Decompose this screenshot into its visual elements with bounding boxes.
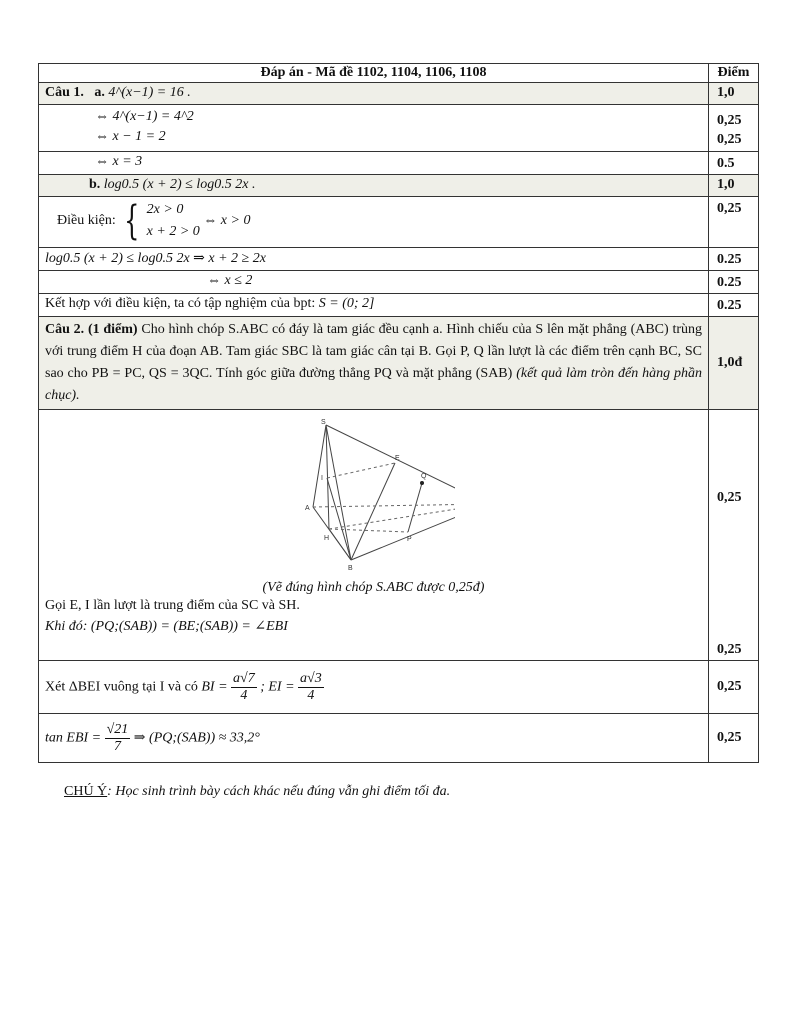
condition-system (119, 199, 200, 243)
segment-PQ (408, 483, 422, 532)
q1a-step1: ⇔ 4^(x−1) = 4^2 (95, 109, 194, 124)
label-B: B (348, 565, 353, 572)
q2-step4-row (39, 714, 759, 763)
segment-BI (327, 478, 351, 560)
q1a-step3-row (39, 152, 759, 175)
q1b-step1-points: 0.25 (709, 248, 759, 271)
q1a-step3: ⇔ x = 3 (39, 152, 709, 175)
brace-symbol: { (124, 198, 140, 244)
q2-step2: Khi đó: (PQ;(SAB)) = (BE;(SAB)) = ∠EBI (45, 619, 288, 634)
edge-SC (326, 425, 455, 504)
header-title: Đáp án - Mã đề 1102, 1104, 1106, 1108 (39, 64, 709, 83)
q1a-step3-points: 0.5 (709, 152, 759, 175)
condition-label: Điều kiện: (57, 213, 116, 228)
q1b-condition-row (39, 197, 759, 248)
header-points: Điểm (709, 64, 759, 83)
q1b-label: b. (89, 177, 101, 192)
q2-step4-result: ⇒ (PQ;(SAB)) ≈ 33,2° (133, 730, 260, 746)
condition-points: 0,25 (709, 197, 759, 248)
q2-step4-tan: tan EBI = (45, 730, 102, 746)
q1a-row (39, 83, 759, 105)
edge-SB (326, 425, 351, 560)
q1a-step2: ⇔ x − 1 = 2 (95, 129, 166, 144)
condition-line2: x + 2 > 0 (146, 224, 200, 239)
q1b-row (39, 175, 759, 197)
tan-denominator: 7 (113, 738, 121, 754)
q1a-step1-points: 0,25 (717, 113, 742, 128)
ei-numerator: a√3 (300, 670, 322, 686)
q2-step3-bi: BI = (201, 679, 228, 695)
figure-caption: (Vẽ đúng hình chóp S.ABC được 0,25đ) (262, 580, 485, 595)
q1b-step1: log0.5 (x + 2) ≤ log0.5 2x ⇒ x + 2 ≥ 2x (39, 248, 709, 271)
figure-points: 0,25 (717, 490, 742, 505)
ei-fraction (298, 671, 324, 704)
footnote-text: : Học sinh trình bày cách khác nếu đúng vẫn ghi điểm tối đa. (107, 784, 451, 799)
bi-fraction (231, 671, 257, 704)
label-P: P (407, 536, 412, 543)
q2-text: Cho hình chóp S.ABC có đáy là tam giác đều cạnh a. Hình chiếu của S lên mặt phẳng (ABC) trùng với trung điểm H của đoạn AB. Tam giác SBC là tam giác cân tại B. Gọi P, Q lần lượt là các điểm trên cạnh BC, SC sao cho PB = PC, QS = 3QC. Tính góc giữa đường thẳng PQ và mặt phẳng (SAB) (45, 322, 703, 381)
q2-step3-ei: ; EI = (260, 679, 295, 695)
footnote (64, 784, 450, 800)
q1-label: Câu 1. (45, 85, 84, 100)
q2-row (39, 317, 759, 410)
q1b-step3-row (39, 294, 759, 317)
q2-text-note: (kết quả làm tròn đến hàng phần chục). (45, 366, 703, 403)
q2-figure-row (39, 410, 759, 661)
q1b-equation: log0.5 (x + 2) ≤ log0.5 2x . (103, 177, 256, 192)
q2-step3-points: 0,25 (709, 661, 759, 714)
answer-table (38, 63, 759, 763)
label-I: I (321, 475, 323, 482)
q1b-step2-points: 0.25 (709, 271, 759, 294)
condition-result: ⇔ x > 0 (203, 213, 251, 228)
q1a-steps-row (39, 105, 759, 152)
q1a-label: a. (94, 85, 105, 100)
segment-HP-hidden (329, 529, 408, 532)
segment-IE-hidden (327, 463, 395, 478)
q1b-step2: ⇔ x ≤ 2 (39, 271, 709, 294)
q1b-step2-row (39, 271, 759, 294)
ei-denominator: 4 (307, 687, 315, 703)
q1b-step3-set: S = (0; 2] (318, 296, 375, 311)
q1b-points: 1,0 (709, 175, 759, 197)
bi-denominator: 4 (240, 687, 248, 703)
label-Q: Q (421, 473, 427, 480)
q1a-equation: 4^(x−1) = 16 . (108, 85, 191, 100)
edge-SA (313, 425, 326, 507)
pyramid-figure (275, 416, 455, 576)
label-A: A (305, 505, 310, 512)
q2-step2-points: 0,25 (717, 642, 742, 657)
tan-fraction (105, 722, 131, 755)
q1b-step1-row (39, 248, 759, 271)
q1b-step3-text: Kết hợp với điều kiện, ta có tập nghiệm của bpt: (45, 296, 316, 311)
q2-points: 1,0đ (709, 317, 759, 410)
tan-numerator: √21 (106, 721, 129, 737)
footnote-label: CHÚ Ý (64, 784, 108, 799)
point-Q (420, 481, 424, 485)
q1b-step3-points: 0.25 (709, 294, 759, 317)
q2-step4-points: 0,25 (709, 714, 759, 763)
q1a-points: 1,0 (709, 83, 759, 105)
q1a-step2-points: 0,25 (717, 132, 742, 147)
bi-numerator: a√7 (233, 670, 255, 686)
label-S: S (321, 419, 326, 426)
q2-step3-row (39, 661, 759, 714)
header-row (39, 64, 759, 83)
q2-step1: Gọi E, I lần lượt là trung điểm của SC và SH. (45, 598, 300, 613)
condition-line1: 2x > 0 (146, 202, 184, 217)
segment-BE (351, 463, 395, 560)
q2-label: Câu 2. (1 điểm) (45, 322, 138, 337)
q2-step3-text: Xét ΔBEI vuông tại I và có (45, 679, 198, 695)
label-E: E (395, 455, 400, 462)
label-H: H (324, 535, 330, 542)
